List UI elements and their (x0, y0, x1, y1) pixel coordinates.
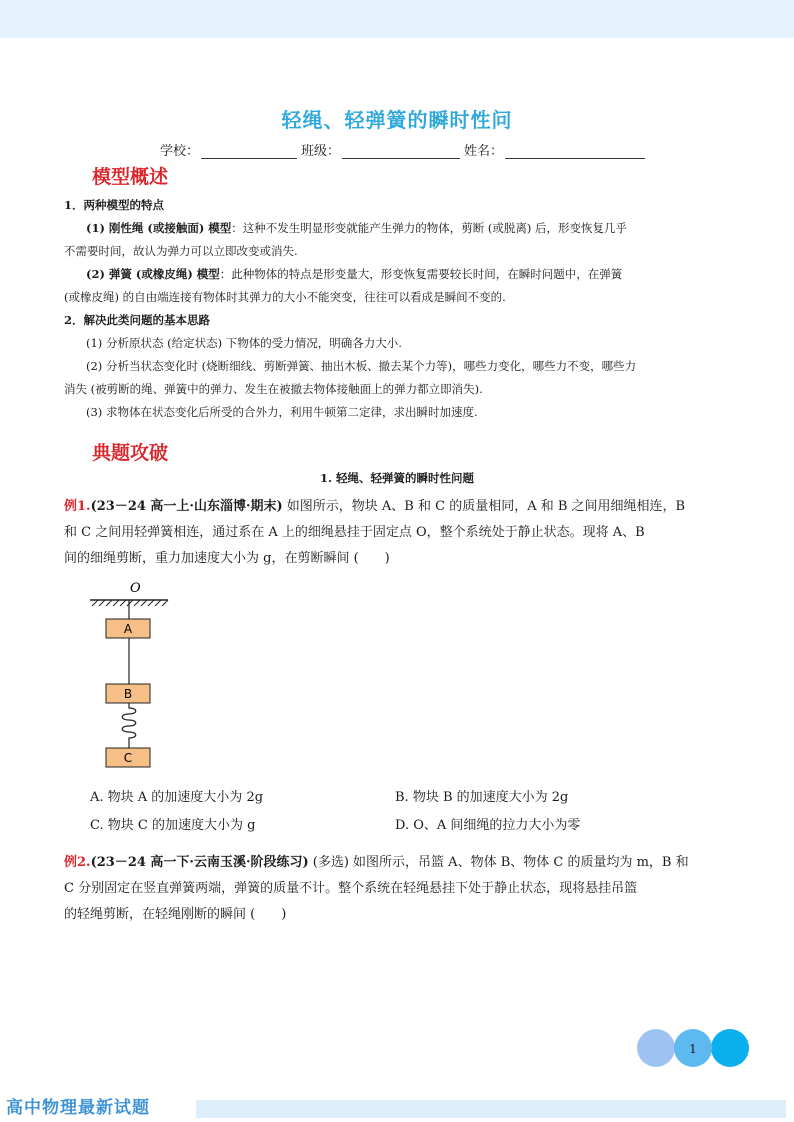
example-2-text-1: (多选) 如图所示，吊篮 A、物体 B、物体 C 的质量均为 m，B 和 (308, 855, 689, 870)
spring-model-label: (2) 弹簧 (或橡皮绳) 模型 (86, 267, 220, 281)
block-a-label: A (123, 622, 133, 636)
school-field[interactable] (201, 145, 297, 159)
item2-title: 2．解决此类问题的基本思路 (64, 313, 211, 327)
rigid-model-text-2: 不需要时间，故认为弹力可以立即改变或消失. (64, 244, 298, 258)
step-2b: 消失 (被剪断的绳、弹簧中的弹力、发生在被撤去物体接触面上的弹力都立即消失). (64, 382, 483, 396)
spring-model-text-1: ：此种物体的特点是形变量大，形变恢复需要较长时间，在瞬时问题中，在弹簧 (219, 267, 623, 281)
option-b[interactable]: B. 物块 B 的加速度大小为 2g (395, 790, 569, 805)
point-o-label: O (130, 581, 141, 596)
spring-b-c (122, 703, 136, 748)
rigid-model-paragraph (64, 217, 744, 240)
hanging-blocks-diagram (88, 578, 198, 774)
example-1-text-2: 和 C 之间用轻弹簧相连，通过系在 A 上的细绳悬挂于固定点 O，整个系统处于静止状态。现将 A、B (64, 525, 645, 540)
rigid-model-text-1: ：这种不发生明显形变就能产生弹力的物体，剪断 (或脱离) 后，形变恢复几乎 (231, 221, 628, 235)
subsection-title: 1. 轻绳、轻弹簧的瞬时性问题 (319, 471, 474, 485)
model-overview-content (64, 194, 744, 424)
example-1 (64, 494, 744, 572)
block-c-label: C (123, 751, 133, 765)
section-heading-model-overview: 模型概述 (92, 166, 169, 188)
example-1-label: 例1. (64, 499, 91, 514)
rigid-model-label: (1) 刚性绳 (或接触面) 模型 (86, 221, 232, 235)
ceiling-hatching (92, 600, 168, 606)
step-3: (3) 求物体在状态变化后所受的合外力，利用牛顿第二定律，求出瞬时加速度. (86, 405, 478, 419)
page-number-badge (637, 1028, 751, 1068)
page-number: 1 (689, 1042, 697, 1056)
block-b-label: B (123, 687, 133, 701)
header-band (0, 0, 794, 38)
example-2-text-3: 的轻绳剪断，在轻绳刚断的瞬间 ( ) (64, 907, 287, 922)
item1-title: 1．两种模型的特点 (64, 198, 165, 212)
example-2 (64, 850, 744, 928)
student-info-row (160, 140, 649, 159)
example-2-source: (23－24 高一下·云南玉溪·阶段练习) (90, 855, 309, 870)
spring-model-paragraph (64, 263, 744, 286)
footer-logo: 高中物理最新试题 (6, 1098, 150, 1118)
example-2-line-1 (64, 850, 744, 876)
class-label: 班级： (301, 144, 341, 159)
option-d[interactable]: D. O、A 间细绳的拉力大小为零 (395, 818, 581, 833)
example-1-text-1: 如图所示，物块 A、B 和 C 的质量相同，A 和 B 之间用细绳相连，B (282, 499, 686, 514)
option-a[interactable]: A. 物块 A 的加速度大小为 2g (90, 790, 264, 805)
name-field[interactable] (505, 145, 645, 159)
page-title: 轻绳、轻弹簧的瞬时性问 (281, 108, 513, 132)
section-heading-typical-problems: 典题攻破 (92, 442, 169, 464)
bubble-right (711, 1029, 749, 1067)
bubble-left (637, 1029, 675, 1067)
footer-band (196, 1100, 786, 1118)
option-c[interactable]: C. 物块 C 的加速度大小为 g (90, 818, 256, 833)
name-label: 姓名： (464, 144, 504, 159)
spring-model-text-2: (或橡皮绳) 的自由端连接有物体时其弹力的大小不能突变，往往可以看成是瞬间不变的. (64, 290, 506, 304)
example-1-text-3: 间的细绳剪断，重力加速度大小为 g，在剪断瞬间 ( ) (64, 551, 390, 566)
school-label: 学校： (160, 144, 200, 159)
example-2-text-2: C 分别固定在竖直弹簧两端，弹簧的质量不计。整个系统在轻绳悬挂下处于静止状态，现将悬挂吊篮 (64, 881, 638, 896)
example-2-label: 例2. (64, 855, 91, 870)
example-1-source: (23－24 高一上·山东淄博·期末) (90, 499, 283, 514)
step-2a: (2) 分析当状态变化时 (烧断细线、剪断弹簧、抽出木板、撤去某个力等)，哪些力变化，哪些力不变，哪些力 (86, 359, 637, 373)
example-1-line-1 (64, 494, 744, 520)
step-1: (1) 分析原状态 (给定状态) 下物体的受力情况，明确各力大小. (86, 336, 402, 350)
class-field[interactable] (342, 145, 460, 159)
